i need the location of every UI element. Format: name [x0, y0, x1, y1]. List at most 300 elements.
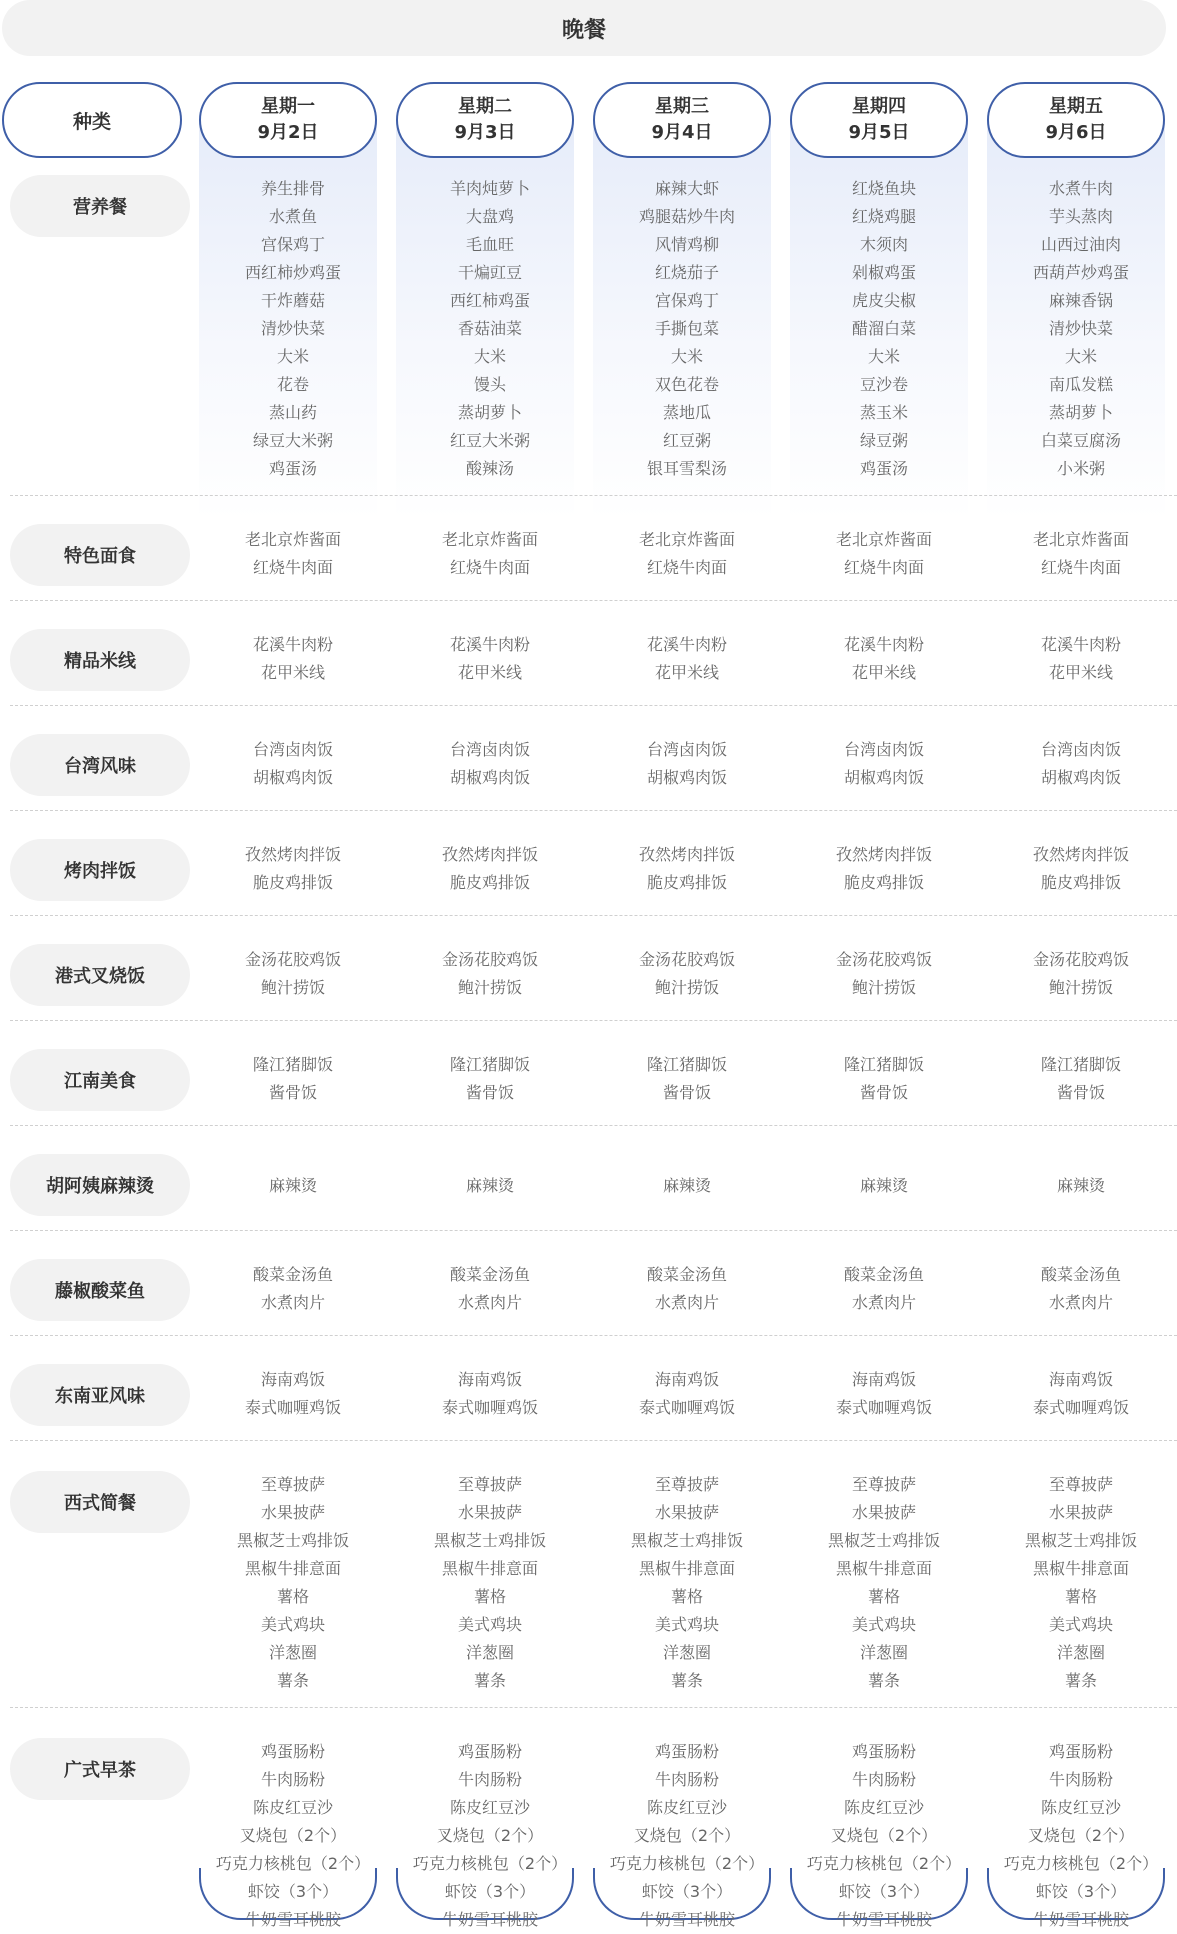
- menu-item: 花甲米线: [457, 663, 522, 682]
- menu-cell: [380, 946, 600, 1002]
- date-label: 9月6日: [1045, 122, 1107, 143]
- row-separator: [10, 1707, 1177, 1708]
- row-separator: [10, 1020, 1177, 1021]
- menu-item: 大米: [276, 347, 309, 366]
- menu-item: 牛肉肠粉: [260, 1770, 325, 1789]
- date-label: 9月5日: [848, 122, 910, 143]
- menu-item: 美式鸡块: [1048, 1615, 1113, 1634]
- row-separator: [10, 495, 1177, 496]
- menu-item: 红烧牛肉面: [449, 558, 530, 577]
- menu-item: 水煮肉片: [1048, 1293, 1113, 1312]
- menu-item: 泰式咖喱鸡饭: [835, 1398, 932, 1417]
- menu-item: 巧克力核桃包（2个）: [1003, 1854, 1159, 1873]
- menu-item: 金汤花胶鸡饭: [835, 950, 932, 969]
- menu-item: 红烧鸡腿: [851, 207, 916, 226]
- menu-item: 花甲米线: [1048, 663, 1113, 682]
- menu-cell: [183, 1471, 403, 1695]
- menu-item: 西红柿鸡蛋: [449, 291, 530, 310]
- menu-cell: [380, 1366, 600, 1422]
- menu-item: 洋葱圈: [859, 1643, 908, 1662]
- menu-cell: [577, 736, 797, 792]
- menu-item: 脆皮鸡排饭: [646, 873, 727, 892]
- menu-cell: [774, 1366, 994, 1422]
- date-label: 9月2日: [257, 122, 319, 143]
- menu-item: 海南鸡饭: [654, 1370, 719, 1389]
- menu-item: 孜然烤肉拌饭: [1032, 845, 1129, 864]
- menu-item: 酸菜金汤鱼: [252, 1265, 333, 1284]
- row-separator: [10, 915, 1177, 916]
- menu-item: 金汤花胶鸡饭: [638, 950, 735, 969]
- menu-item: 鸡蛋肠粉: [654, 1742, 719, 1761]
- menu-item: 香菇油菜: [457, 319, 522, 338]
- menu-item: 鸡腿菇炒牛肉: [638, 207, 735, 226]
- menu-item: 隆江猪脚饭: [1040, 1055, 1121, 1074]
- menu-item: 台湾卤肉饭: [449, 740, 530, 759]
- menu-item: 隆江猪脚饭: [252, 1055, 333, 1074]
- menu-item: 陈皮红豆沙: [646, 1798, 727, 1817]
- menu-item: 虾饺（3个）: [247, 1882, 339, 1901]
- menu-item: 花甲米线: [654, 663, 719, 682]
- menu-item: 酸菜金汤鱼: [646, 1265, 727, 1284]
- menu-cell: [577, 841, 797, 897]
- menu-cell: [774, 1738, 994, 1934]
- menu-item: 花溪牛肉粉: [1040, 635, 1121, 654]
- menu-item: 陈皮红豆沙: [252, 1798, 333, 1817]
- menu-item: 蒸山药: [268, 403, 317, 422]
- menu-item: 山西过油肉: [1040, 235, 1121, 254]
- menu-item: 清炒快菜: [1048, 319, 1113, 338]
- menu-item: 叉烧包（2个）: [239, 1826, 347, 1845]
- menu-item: 水煮鱼: [268, 207, 317, 226]
- menu-item: 虾饺（3个）: [838, 1882, 930, 1901]
- menu-item: 黑椒牛排意面: [441, 1559, 538, 1578]
- menu-item: 鲍汁捞饭: [654, 978, 719, 997]
- menu-item: 牛奶雪耳桃胶: [1032, 1910, 1129, 1929]
- menu-item: 海南鸡饭: [260, 1370, 325, 1389]
- menu-item: 台湾卤肉饭: [1040, 740, 1121, 759]
- menu-item: 花溪牛肉粉: [449, 635, 530, 654]
- menu-cell: [380, 841, 600, 897]
- menu-item: 鲍汁捞饭: [1048, 978, 1113, 997]
- menu-cell: [183, 946, 403, 1002]
- menu-item: 芋头蒸肉: [1048, 207, 1113, 226]
- menu-item: 牛奶雪耳桃胶: [441, 1910, 538, 1929]
- menu-item: 酱骨饭: [465, 1083, 514, 1102]
- menu-item: 虎皮尖椒: [851, 291, 916, 310]
- menu-item: 脆皮鸡排饭: [252, 873, 333, 892]
- menu-item: 绿豆粥: [859, 431, 908, 450]
- menu-item: 红豆大米粥: [449, 431, 530, 450]
- day-header-tue: [396, 82, 574, 158]
- menu-cell: [380, 1051, 600, 1107]
- menu-item: 麻辣香锅: [1048, 291, 1113, 310]
- menu-item: 红烧牛肉面: [843, 558, 924, 577]
- menu-item: 馒头: [473, 375, 506, 394]
- menu-item: 老北京炸酱面: [835, 530, 932, 549]
- category-header: 种类: [2, 82, 182, 158]
- menu-item: 洋葱圈: [268, 1643, 317, 1662]
- menu-item: 大米: [1064, 347, 1097, 366]
- menu-cell: [380, 526, 600, 582]
- menu-item: 木须肉: [859, 235, 908, 254]
- menu-item: 洋葱圈: [465, 1643, 514, 1662]
- menu-item: 麻辣大虾: [654, 179, 719, 198]
- menu-item: 黑椒芝士鸡排饭: [433, 1531, 546, 1550]
- menu-item: 蒸地瓜: [662, 403, 711, 422]
- meal-title: 晚餐: [2, 0, 1166, 56]
- menu-cell: [577, 946, 797, 1002]
- menu-item: 酸菜金汤鱼: [843, 1265, 924, 1284]
- category-label: 东南亚风味: [10, 1364, 190, 1426]
- menu-item: 黑椒芝士鸡排饭: [236, 1531, 349, 1550]
- menu-item: 红烧牛肉面: [252, 558, 333, 577]
- menu-item: 蒸玉米: [859, 403, 908, 422]
- menu-cell: [577, 1738, 797, 1934]
- menu-cell: [183, 736, 403, 792]
- day-header-mon: [199, 82, 377, 158]
- menu-item: 西红柿炒鸡蛋: [244, 263, 341, 282]
- menu-item: 薯格: [276, 1587, 309, 1606]
- menu-cell: [774, 946, 994, 1002]
- menu-item: 至尊披萨: [851, 1475, 916, 1494]
- menu-cell: [774, 841, 994, 897]
- menu-item: 黑椒芝士鸡排饭: [1024, 1531, 1137, 1550]
- menu-item: 牛肉肠粉: [654, 1770, 719, 1789]
- menu-item: 水果披萨: [457, 1503, 522, 1522]
- menu-cell: [971, 1172, 1177, 1200]
- menu-item: 麻辣烫: [1056, 1176, 1105, 1195]
- menu-item: 陈皮红豆沙: [1040, 1798, 1121, 1817]
- menu-item: 隆江猪脚饭: [843, 1055, 924, 1074]
- menu-item: 至尊披萨: [654, 1475, 719, 1494]
- menu-item: 水果披萨: [1048, 1503, 1113, 1522]
- menu-cell: [380, 1261, 600, 1317]
- menu-item: 水果披萨: [851, 1503, 916, 1522]
- menu-item: 薯格: [867, 1587, 900, 1606]
- menu-item: 美式鸡块: [457, 1615, 522, 1634]
- menu-cell: [774, 1471, 994, 1695]
- menu-item: 水煮肉片: [654, 1293, 719, 1312]
- menu-item: 胡椒鸡肉饭: [252, 768, 333, 787]
- menu-item: 豆沙卷: [859, 375, 908, 394]
- menu-cell: [971, 736, 1177, 792]
- menu-item: 台湾卤肉饭: [252, 740, 333, 759]
- menu-item: 黑椒牛排意面: [835, 1559, 932, 1578]
- row-separator: [10, 600, 1177, 601]
- menu-cell: [971, 1261, 1177, 1317]
- menu-item: 干煸豇豆: [457, 263, 522, 282]
- weekday-label: 星期二: [458, 96, 512, 117]
- menu-item: 红烧牛肉面: [646, 558, 727, 577]
- menu-item: 金汤花胶鸡饭: [441, 950, 538, 969]
- menu-item: 胡椒鸡肉饭: [843, 768, 924, 787]
- menu-item: 叉烧包（2个）: [633, 1826, 741, 1845]
- menu-item: 薯条: [1064, 1671, 1097, 1690]
- menu-item: 蒸胡萝卜: [457, 403, 522, 422]
- menu-item: 泰式咖喱鸡饭: [638, 1398, 735, 1417]
- menu-item: 双色花卷: [654, 375, 719, 394]
- menu-cell: [971, 1471, 1177, 1695]
- category-label: 藤椒酸菜鱼: [10, 1259, 190, 1321]
- menu-item: 南瓜发糕: [1048, 375, 1113, 394]
- menu-cell: [577, 631, 797, 687]
- menu-cell: [971, 631, 1177, 687]
- menu-item: 美式鸡块: [260, 1615, 325, 1634]
- menu-cell: [380, 1738, 600, 1934]
- weekday-label: 星期五: [1049, 96, 1103, 117]
- menu-item: 黑椒牛排意面: [638, 1559, 735, 1578]
- menu-cell: [380, 631, 600, 687]
- menu-cell: [774, 1261, 994, 1317]
- menu-item: 红烧牛肉面: [1040, 558, 1121, 577]
- menu-item: 花溪牛肉粉: [252, 635, 333, 654]
- menu-item: 至尊披萨: [1048, 1475, 1113, 1494]
- menu-item: 美式鸡块: [851, 1615, 916, 1634]
- menu-item: 干炸蘑菇: [260, 291, 325, 310]
- menu-item: 薯条: [670, 1671, 703, 1690]
- menu-cell: [971, 526, 1177, 582]
- menu-item: 薯格: [670, 1587, 703, 1606]
- menu-item: 鲍汁捞饭: [260, 978, 325, 997]
- menu-item: 水煮肉片: [260, 1293, 325, 1312]
- category-label: 台湾风味: [10, 734, 190, 796]
- menu-item: 黑椒牛排意面: [244, 1559, 341, 1578]
- menu-cell: [380, 736, 600, 792]
- menu-item: 酸辣汤: [465, 459, 514, 478]
- menu-item: 鸡蛋肠粉: [457, 1742, 522, 1761]
- menu-item: 花甲米线: [851, 663, 916, 682]
- menu-item: 麻辣烫: [465, 1176, 514, 1195]
- menu-item: 海南鸡饭: [457, 1370, 522, 1389]
- menu-item: 黑椒芝士鸡排饭: [630, 1531, 743, 1550]
- date-label: 9月3日: [454, 122, 516, 143]
- menu-cell: [183, 1051, 403, 1107]
- menu-item: 花溪牛肉粉: [646, 635, 727, 654]
- menu-item: 银耳雪梨汤: [646, 459, 727, 478]
- menu-item: 水煮牛肉: [1048, 179, 1113, 198]
- menu-item: 绿豆大米粥: [252, 431, 333, 450]
- menu-item: 剁椒鸡蛋: [851, 263, 916, 282]
- menu-cell: [774, 1172, 994, 1200]
- menu-item: 大米: [473, 347, 506, 366]
- category-label: 烤肉拌饭: [10, 839, 190, 901]
- menu-item: 泰式咖喱鸡饭: [244, 1398, 341, 1417]
- category-label: 江南美食: [10, 1049, 190, 1111]
- menu-cell: [183, 1738, 403, 1934]
- menu-cell: [380, 1172, 600, 1200]
- day-header-thu: [790, 82, 968, 158]
- menu-cell: [774, 631, 994, 687]
- menu-item: 花甲米线: [260, 663, 325, 682]
- menu-item: 蒸胡萝卜: [1048, 403, 1113, 422]
- menu-item: 老北京炸酱面: [244, 530, 341, 549]
- menu-item: 鸡蛋汤: [268, 459, 317, 478]
- menu-item: 孜然烤肉拌饭: [441, 845, 538, 864]
- menu-item: 毛血旺: [465, 235, 514, 254]
- menu-item: 麻辣烫: [859, 1176, 908, 1195]
- menu-item: 水果披萨: [654, 1503, 719, 1522]
- menu-cell: [971, 1051, 1177, 1107]
- menu-item: 小米粥: [1056, 459, 1105, 478]
- menu-item: 牛肉肠粉: [1048, 1770, 1113, 1789]
- menu-cell: [183, 1366, 403, 1422]
- menu-cell: [971, 946, 1177, 1002]
- menu-item: 薯格: [1064, 1587, 1097, 1606]
- menu-item: 巧克力核桃包（2个）: [806, 1854, 962, 1873]
- menu-item: 花卷: [276, 375, 309, 394]
- menu-cell: [774, 1051, 994, 1107]
- menu-item: 薯格: [473, 1587, 506, 1606]
- menu-item: 水煮肉片: [457, 1293, 522, 1312]
- date-label: 9月4日: [651, 122, 713, 143]
- menu-cell: [183, 631, 403, 687]
- menu-item: 胡椒鸡肉饭: [449, 768, 530, 787]
- menu-cell: [971, 841, 1177, 897]
- menu-cell: [380, 175, 600, 483]
- menu-cell: [577, 1172, 797, 1200]
- menu-item: 牛奶雪耳桃胶: [835, 1910, 932, 1929]
- menu-item: 脆皮鸡排饭: [449, 873, 530, 892]
- row-separator: [10, 1335, 1177, 1336]
- menu-item: 叉烧包（2个）: [436, 1826, 544, 1845]
- menu-cell: [577, 1261, 797, 1317]
- menu-item: 脆皮鸡排饭: [1040, 873, 1121, 892]
- menu-item: 羊肉炖萝卜: [449, 179, 530, 198]
- day-header-wed: [593, 82, 771, 158]
- menu-item: 孜然烤肉拌饭: [835, 845, 932, 864]
- menu-item: 红豆粥: [662, 431, 711, 450]
- menu-item: 宫保鸡丁: [654, 291, 719, 310]
- menu-item: 麻辣烫: [662, 1176, 711, 1195]
- row-separator: [10, 1440, 1177, 1441]
- menu-item: 脆皮鸡排饭: [843, 873, 924, 892]
- menu-item: 胡椒鸡肉饭: [1040, 768, 1121, 787]
- menu-item: 叉烧包（2个）: [830, 1826, 938, 1845]
- menu-item: 巧克力核桃包（2个）: [215, 1854, 371, 1873]
- menu-cell: [774, 736, 994, 792]
- menu-item: 酸菜金汤鱼: [449, 1265, 530, 1284]
- menu-item: 隆江猪脚饭: [449, 1055, 530, 1074]
- menu-cell: [971, 1738, 1177, 1934]
- menu-item: 孜然烤肉拌饭: [638, 845, 735, 864]
- menu-item: 巧克力核桃包（2个）: [412, 1854, 568, 1873]
- row-separator: [10, 1125, 1177, 1126]
- menu-item: 洋葱圈: [662, 1643, 711, 1662]
- menu-cell: [183, 841, 403, 897]
- menu-item: 泰式咖喱鸡饭: [441, 1398, 538, 1417]
- menu-item: 酱骨饭: [268, 1083, 317, 1102]
- menu-item: 鸡蛋肠粉: [851, 1742, 916, 1761]
- menu-item: 金汤花胶鸡饭: [1032, 950, 1129, 969]
- menu-item: 红烧鱼块: [851, 179, 916, 198]
- menu-item: 酱骨饭: [859, 1083, 908, 1102]
- menu-item: 至尊披萨: [260, 1475, 325, 1494]
- menu-item: 巧克力核桃包（2个）: [609, 1854, 765, 1873]
- menu-item: 台湾卤肉饭: [646, 740, 727, 759]
- menu-item: 牛奶雪耳桃胶: [244, 1910, 341, 1929]
- menu-item: 隆江猪脚饭: [646, 1055, 727, 1074]
- menu-cell: [183, 526, 403, 582]
- category-label: 胡阿姨麻辣烫: [10, 1154, 190, 1216]
- menu-cell: [577, 1366, 797, 1422]
- menu-item: 风情鸡柳: [654, 235, 719, 254]
- menu-item: 牛奶雪耳桃胶: [638, 1910, 735, 1929]
- menu-item: 老北京炸酱面: [638, 530, 735, 549]
- menu-cell: [577, 526, 797, 582]
- menu-item: 酱骨饭: [662, 1083, 711, 1102]
- menu-item: 养生排骨: [260, 179, 325, 198]
- menu-item: 手撕包菜: [654, 319, 719, 338]
- category-label: 广式早茶: [10, 1738, 190, 1800]
- menu-item: 醋溜白菜: [851, 319, 916, 338]
- menu-item: 酸菜金汤鱼: [1040, 1265, 1121, 1284]
- menu-cell: [380, 1471, 600, 1695]
- menu-item: 泰式咖喱鸡饭: [1032, 1398, 1129, 1417]
- menu-item: 清炒快菜: [260, 319, 325, 338]
- day-header-fri: [987, 82, 1165, 158]
- menu-item: 花溪牛肉粉: [843, 635, 924, 654]
- menu-item: 牛肉肠粉: [457, 1770, 522, 1789]
- weekday-label: 星期三: [655, 96, 709, 117]
- menu-item: 薯条: [473, 1671, 506, 1690]
- category-label: 港式叉烧饭: [10, 944, 190, 1006]
- menu-cell: [971, 1366, 1177, 1422]
- menu-item: 虾饺（3个）: [444, 1882, 536, 1901]
- menu-item: 麻辣烫: [268, 1176, 317, 1195]
- menu-item: 美式鸡块: [654, 1615, 719, 1634]
- menu-item: 牛肉肠粉: [851, 1770, 916, 1789]
- menu-item: 宫保鸡丁: [260, 235, 325, 254]
- menu-item: 胡椒鸡肉饭: [646, 768, 727, 787]
- menu-item: 老北京炸酱面: [441, 530, 538, 549]
- menu-item: 叉烧包（2个）: [1027, 1826, 1135, 1845]
- menu-item: 台湾卤肉饭: [843, 740, 924, 759]
- menu-item: 海南鸡饭: [1048, 1370, 1113, 1389]
- menu-item: 鸡蛋汤: [859, 459, 908, 478]
- menu-cell: [183, 1261, 403, 1317]
- menu-item: 鸡蛋肠粉: [1048, 1742, 1113, 1761]
- menu-item: 黑椒芝士鸡排饭: [827, 1531, 940, 1550]
- menu-cell: [183, 1172, 403, 1200]
- row-separator: [10, 705, 1177, 706]
- menu-item: 鸡蛋肠粉: [260, 1742, 325, 1761]
- menu-item: 至尊披萨: [457, 1475, 522, 1494]
- row-separator: [10, 1230, 1177, 1231]
- menu-item: 洋葱圈: [1056, 1643, 1105, 1662]
- menu-item: 金汤花胶鸡饭: [244, 950, 341, 969]
- menu-cell: [577, 175, 797, 483]
- menu-cell: [774, 526, 994, 582]
- menu-item: 黑椒牛排意面: [1032, 1559, 1129, 1578]
- category-label: 营养餐: [10, 175, 190, 237]
- category-label: 西式简餐: [10, 1471, 190, 1533]
- menu-cell: [577, 1471, 797, 1695]
- menu-item: 陈皮红豆沙: [843, 1798, 924, 1817]
- menu-item: 虾饺（3个）: [1035, 1882, 1127, 1901]
- menu-item: 大米: [867, 347, 900, 366]
- menu-item: 白菜豆腐汤: [1040, 431, 1121, 450]
- row-separator: [10, 810, 1177, 811]
- menu-item: 西葫芦炒鸡蛋: [1032, 263, 1129, 282]
- menu-item: 水煮肉片: [851, 1293, 916, 1312]
- menu-item: 虾饺（3个）: [641, 1882, 733, 1901]
- menu-item: 孜然烤肉拌饭: [244, 845, 341, 864]
- menu-item: 水果披萨: [260, 1503, 325, 1522]
- menu-item: 大米: [670, 347, 703, 366]
- menu-item: 鲍汁捞饭: [457, 978, 522, 997]
- menu-item: 陈皮红豆沙: [449, 1798, 530, 1817]
- menu-item: 大盘鸡: [465, 207, 514, 226]
